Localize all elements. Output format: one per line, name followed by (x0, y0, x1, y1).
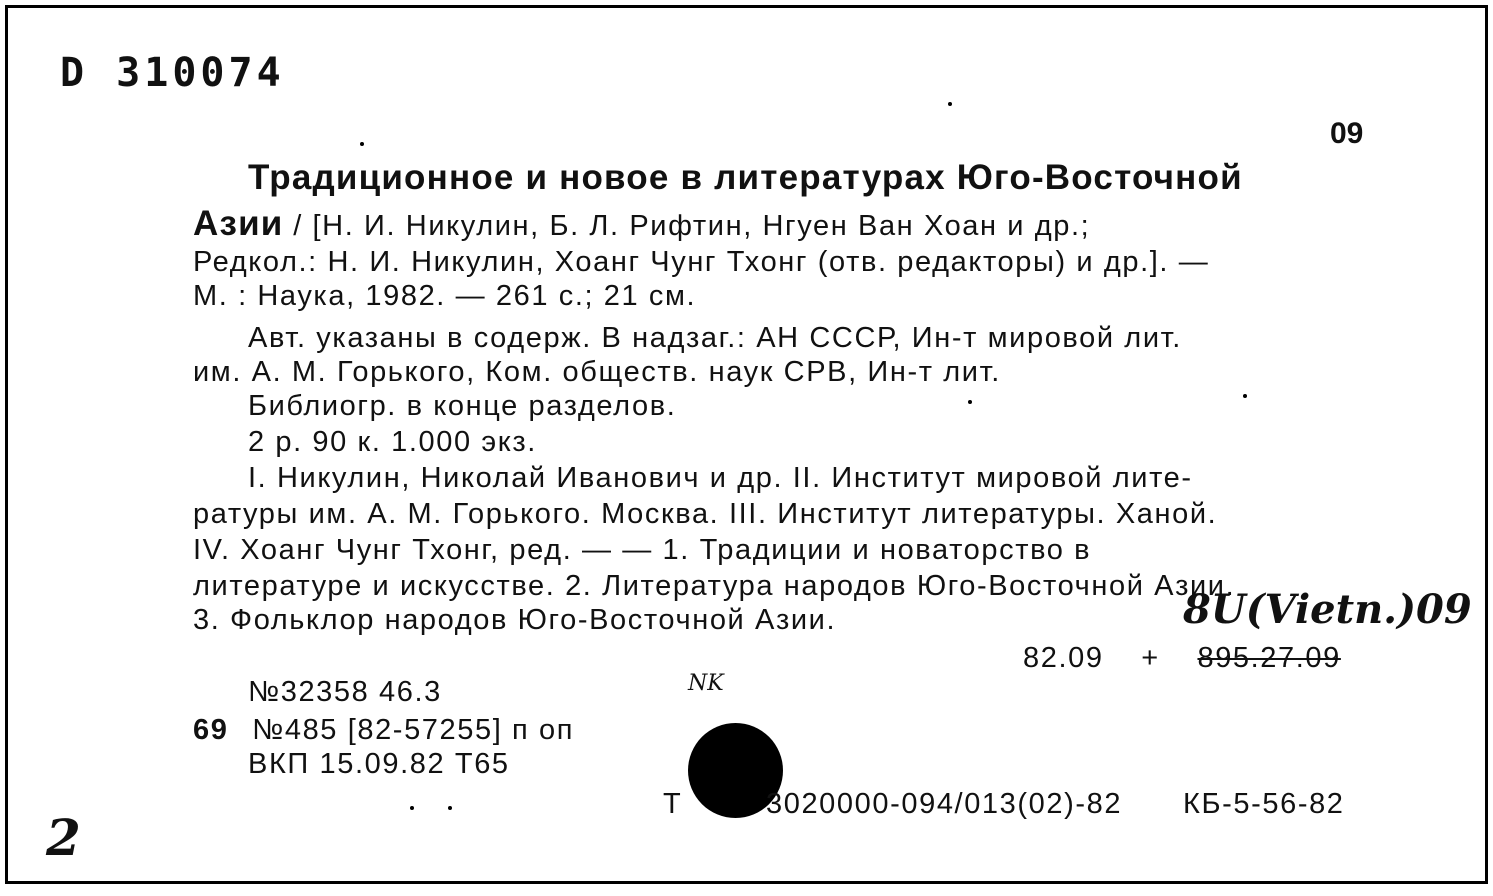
order-prefix: 69 (193, 714, 229, 746)
speck (1243, 394, 1247, 398)
class-struck-number: 895.27.09 (1197, 642, 1341, 674)
tracing-line-2: ратуры им. А. М. Горького. Москва. III. Институт литературы. Ханой. (193, 498, 1218, 530)
bottom-prefix: Т (663, 788, 683, 820)
classification-line (1023, 640, 1341, 676)
imprint-line: М. : Наука, 1982. — 261 с.; 21 см. (193, 280, 697, 312)
editors-line: Редкол.: Н. И. Никулин, Хоанг Чунг Тхонг (отв. редакторы) и др.]. — (193, 246, 1210, 278)
handwritten-initials: NK (688, 671, 724, 696)
title-line-1: Традиционное и новое в литературах Юго-Восточной (248, 158, 1243, 197)
accession-stamp: D 310074 (60, 50, 285, 96)
authors-text: / [Н. И. Никулин, Б. Л. Рифтин, Нгуен Ван Хоан и др.; (293, 210, 1091, 242)
speck (410, 806, 414, 810)
corner-code: 09 (1330, 122, 1364, 146)
bottom-code: 3020000-094/013(02)-82 (766, 788, 1123, 820)
order-line-1: №32358 46.3 (248, 676, 442, 708)
tracing-line-4: литературе и искусстве. 2. Литература народов Юго-Восточной Азии. (193, 570, 1236, 602)
speck (968, 400, 972, 404)
speck (360, 142, 364, 146)
class-plus: + (1141, 642, 1160, 674)
order-line-3: ВКП 15.09.82 Т65 (248, 748, 510, 780)
speck (948, 102, 952, 106)
bottom-kb: КБ-5-56-82 (1183, 788, 1345, 820)
note-authors: Авт. указаны в содерж. В надзаг.: АН СССР, Ин-т мировой лит. (248, 322, 1182, 354)
handwritten-number: 2 (46, 808, 81, 867)
order-number: №485 [82-57255] п оп (252, 714, 575, 746)
tracing-line-3: IV. Хоанг Чунг Тхонг, ред. — — 1. Традиции и новаторство в (193, 534, 1092, 566)
note-bibliography: Библиогр. в конце разделов. (248, 390, 677, 422)
catalog-card (5, 5, 1488, 884)
order-line-2 (193, 712, 574, 748)
speck (448, 806, 452, 810)
note-authors-cont: им. А. М. Горького, Ком. обществ. наук СРВ, Ин-т лит. (193, 356, 1001, 388)
tracing-line-1: I. Никулин, Николай Иванович и др. II. Институт мировой лите- (248, 462, 1193, 494)
class-number: 82.09 (1023, 642, 1104, 674)
handwritten-classification: 8U(Vietn.)09 (1183, 586, 1472, 633)
price-line: 2 р. 90 к. 1.000 экз. (248, 426, 537, 458)
tracing-line-5: 3. Фольклор народов Юго-Восточной Азии. (193, 604, 837, 636)
title-continuation: Азии (193, 204, 284, 243)
title-line-2 (193, 206, 1090, 244)
